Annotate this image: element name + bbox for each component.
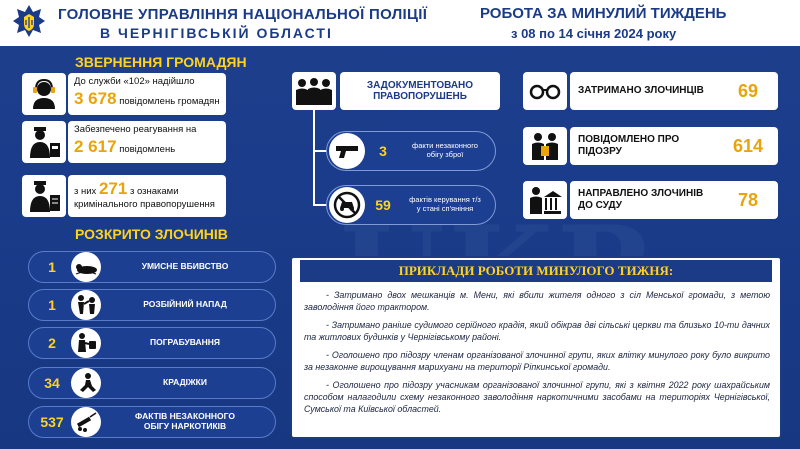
solved-murder-value: 1	[48, 259, 56, 275]
solved-drugs-value: 537	[40, 414, 64, 430]
robbery-icon	[71, 328, 101, 358]
police-group-icon	[292, 72, 336, 110]
stat-court-label	[570, 188, 718, 212]
appeal-response-text: Забезпечено реагування на	[74, 124, 197, 135]
solved-assault-label: РОЗБІЙНИЙ НАПАД	[143, 299, 227, 310]
fact-drunk-driving-label	[401, 196, 495, 213]
no-drunk-driving-icon	[329, 187, 365, 223]
stat-suspicion-label-line2: ПІДОЗРУ	[578, 146, 622, 157]
drugs-syringe-icon	[71, 407, 101, 437]
connector-line	[313, 110, 315, 206]
solved-theft-label: КРАДІЖКИ	[163, 377, 207, 388]
solved-drugs-label-line2: ОБІГУ НАРКОТИКІВ	[143, 421, 227, 431]
period-title: РОБОТА ЗА МИНУЛИЙ ТИЖДЕНЬ	[480, 5, 727, 22]
appeals-section-title: ЗВЕРНЕННЯ ГРОМАДЯН	[75, 54, 247, 70]
example-paragraph: - Затримано двох мешканців м. Мени, які вбили жителя одного з сіл Менської громади, з метою заволодіння його трактором.	[304, 290, 770, 312]
fact-weapons-label-line2: обігу зброї	[426, 150, 464, 159]
documented-line1: ЗАДОКУМЕНТОВАНО	[366, 80, 474, 91]
police-emblem-icon	[12, 4, 46, 42]
appeal-102-text: До служби «102» надійшло	[74, 76, 195, 87]
appeal-response-value: 2 617	[74, 136, 117, 156]
appeal-criminal-prefix: з них	[74, 186, 97, 197]
solved-murder-label: УМИСНЕ ВБИВСТВО	[141, 261, 229, 272]
headset-operator-icon	[22, 73, 66, 115]
appeal-response-suffix: повідомлень	[119, 143, 176, 155]
appeal-criminal-text: кримінального правопорушення	[74, 199, 215, 211]
solved-assault-value: 1	[48, 297, 56, 313]
example-paragraph: - Оголошено про підозру членам організованої злочинної групи, яких влітку минулого року було викрито за незаконне вирощування марихуани на території Ріпкинської громади.	[304, 350, 770, 372]
stat-court	[570, 181, 778, 219]
stat-suspicion-label-line1: ПОВІДОМЛЕНО ПРО	[578, 134, 680, 145]
solved-item-drugs	[28, 406, 276, 438]
example-paragraph: - Оголошено про підозру учасникам організованої злочинної групи, які з квітня 2022 року шахрайським способом налагодили схему незаконного заволодіння наркотичними засобами на територіях Чернігівської, Сумської та Київської областей.	[304, 380, 770, 414]
appeal-card-response	[68, 121, 226, 163]
solved-item-murder	[28, 251, 276, 283]
connector-line	[313, 150, 327, 152]
stat-detained	[570, 72, 778, 110]
fact-weapons-label	[401, 142, 495, 159]
fact-drunk-driving-label-line1: фактів керування т/з	[409, 195, 481, 205]
solved-robbery-label: ПОГРАБУВАННЯ	[149, 337, 221, 348]
stat-court-value: 78	[737, 189, 759, 210]
documented-line2: ПРАВОПОРУШЕНЬ	[373, 91, 467, 102]
period-dates: з 08 по 14 січня 2024 року	[511, 26, 677, 41]
solved-robbery-value: 2	[48, 335, 56, 351]
example-paragraph: - Затримано раніше судимого серійного крадія, який обікрав дві сільські церкви та близько 10-ти дачних та житлових будинків у Чернігівському районі.	[304, 320, 770, 342]
connector-line	[313, 204, 327, 206]
attack-icon	[71, 290, 101, 320]
solved-theft-value: 34	[44, 375, 60, 391]
appeal-card-criminal	[68, 175, 226, 217]
fact-drunk-driving	[326, 185, 496, 225]
stat-detained-label: ЗАТРИМАНО ЗЛОЧИНЦІВ	[578, 85, 704, 96]
pistol-icon	[329, 133, 365, 169]
fact-drunk-driving-value: 59	[375, 197, 391, 213]
suspect-notice-icon	[523, 127, 567, 165]
stat-suspicion-label	[570, 134, 718, 158]
examples-body	[304, 290, 770, 422]
fact-weapons-label-line1: факти незаконного	[412, 141, 478, 151]
stat-detained-value: 69	[737, 80, 759, 101]
handcuffs-icon	[523, 72, 567, 110]
appeal-102-suffix: повідомлень громадян	[119, 95, 220, 107]
stat-suspicion-value: 614	[732, 135, 764, 156]
solved-item-assault	[28, 289, 276, 321]
header-bar	[0, 0, 800, 46]
stat-suspicion	[570, 127, 778, 165]
solved-drugs-label	[101, 412, 275, 432]
appeal-criminal-suffix: з ознаками	[129, 186, 179, 197]
fact-drunk-driving-label-line2: у стані сп'яніння	[416, 204, 474, 213]
solved-item-robbery	[28, 327, 276, 359]
solved-drugs-label-line1: ФАКТІВ НЕЗАКОННОГО	[135, 411, 235, 422]
solved-item-theft	[28, 367, 276, 399]
thief-icon	[71, 368, 101, 398]
police-officer-icon	[22, 121, 66, 163]
fact-weapons	[326, 131, 496, 171]
stat-court-label-line2: ДО СУДУ	[578, 200, 622, 211]
appeal-102-value: 3 678	[74, 88, 117, 108]
fact-weapons-value: 3	[379, 143, 387, 159]
documented-title	[340, 72, 500, 110]
police-officer-icon	[22, 175, 66, 217]
solved-section-title: РОЗКРИТО ЗЛОЧИНІВ	[75, 226, 228, 242]
victim-icon	[71, 252, 101, 282]
stat-court-label-line1: НАПРАВЛЕНО ЗЛОЧИНІВ	[578, 188, 704, 199]
org-title-line2: В ЧЕРНІГІВСЬКІЙ ОБЛАСТІ	[100, 25, 333, 41]
appeal-card-102	[68, 73, 226, 115]
org-title-line1: ГОЛОВНЕ УПРАВЛІННЯ НАЦІОНАЛЬНОЇ ПОЛІЦІЇ	[58, 6, 428, 23]
appeal-criminal-value: 271	[98, 179, 128, 198]
court-icon	[523, 181, 567, 219]
examples-title: ПРИКЛАДИ РОБОТИ МИНУЛОГО ТИЖНЯ:	[300, 260, 772, 282]
